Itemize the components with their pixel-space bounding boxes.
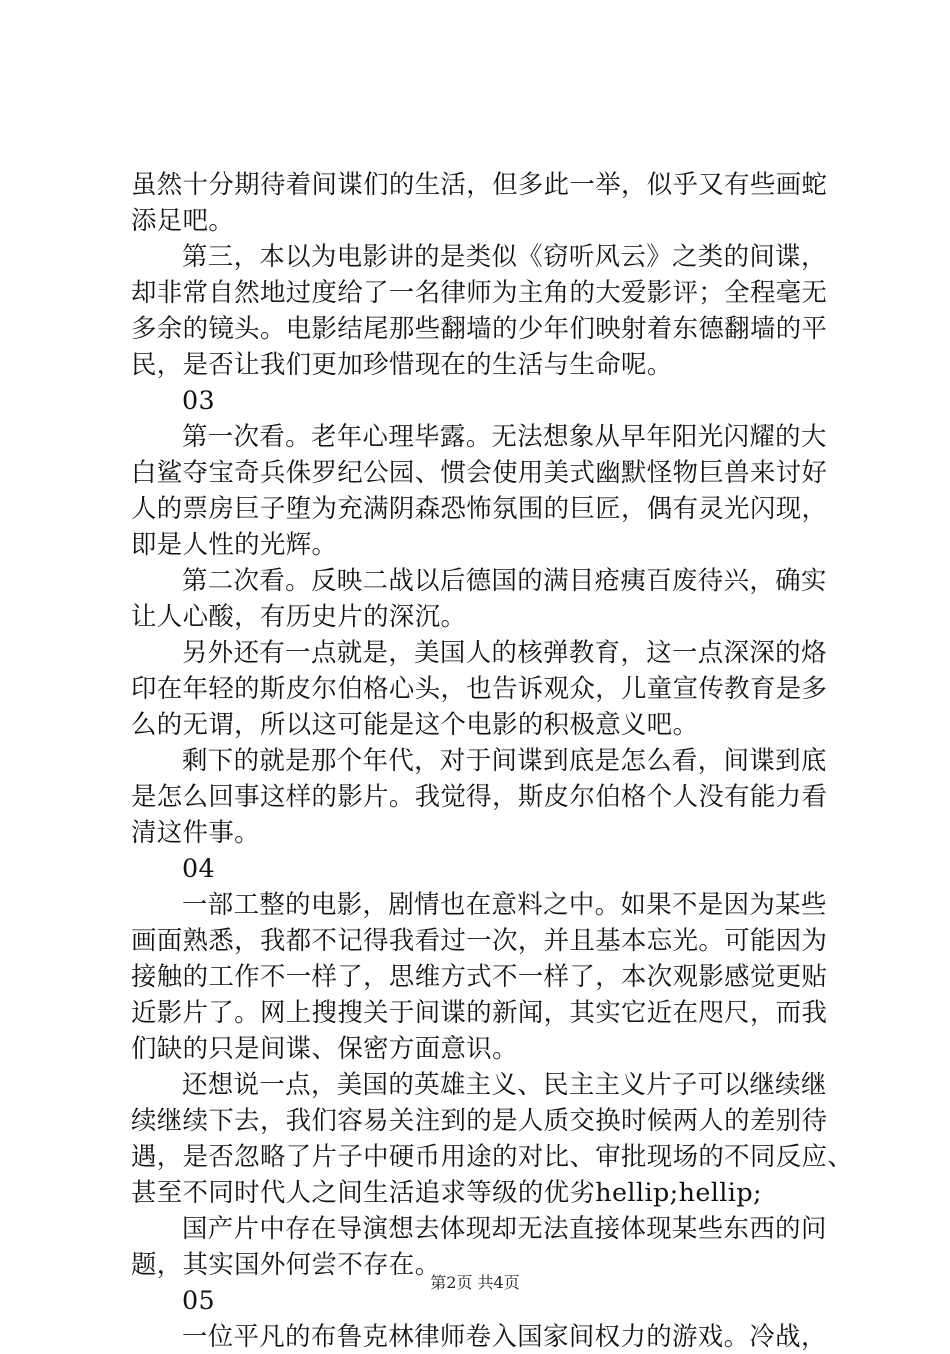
text-line: 画面熟悉，我都不记得我看过一次，并且基本忘光。可能因为: [131, 925, 828, 955]
text-line: 清这件事。: [131, 817, 260, 847]
text-line: 剩下的就是那个年代，对于间谍到底是怎么看，间谍到底: [182, 745, 827, 775]
text-line: 近影片了。网上搜搜关于间谍的新闻，其实它近在咫尺，而我: [131, 997, 828, 1027]
text-line: 续继续下去，我们容易关注到的是人质交换时候两人的差别待: [131, 1105, 828, 1135]
text-line: 第三，本以为电影讲的是类似《窃听风云》之类的间谍，: [182, 241, 827, 271]
text-line: 即是人性的光辉。: [131, 529, 338, 559]
page-footer: 第2页 共4页: [430, 1273, 520, 1292]
text-line: 让人心酸，有历史片的深沉。: [131, 601, 467, 631]
text-line: 添足吧。: [131, 205, 235, 235]
text-line: 第二次看。反映二战以后德国的满目疮痍百废待兴，确实: [182, 565, 827, 595]
document-body: [131, 166, 854, 1354]
text-line: 虽然十分期待着间谍们的生活，但多此一举，似乎又有些画蛇: [131, 169, 828, 199]
text-line: 印在年轻的斯皮尔伯格心头，也告诉观众，儿童宣传教育是多: [131, 673, 828, 703]
text-line: 接触的工作不一样了，思维方式不一样了，本次观影感觉更贴: [131, 961, 828, 991]
text-line: 03: [182, 385, 216, 415]
text-line: 是怎么回事这样的影片。我觉得，斯皮尔伯格个人没有能力看: [131, 781, 828, 811]
text-line: 遇，是否忽略了片子中硬币用途的对比、审批现场的不同反应、: [131, 1141, 854, 1171]
text-line: 人的票房巨子堕为充满阴森恐怖氛围的巨匠，偶有灵光闪现，: [131, 493, 828, 523]
text-line: 甚至不同时代人之间生活追求等级的优劣hellip;hellip;: [131, 1177, 762, 1207]
text-line: 04: [182, 853, 216, 883]
text-line: 第一次看。老年心理毕露。无法想象从早年阳光闪耀的大: [182, 421, 827, 451]
text-line: 还想说一点，美国的英雄主义、民主主义片子可以继续继: [182, 1069, 827, 1099]
text-line: 题，其实国外何尝不存在。: [131, 1249, 441, 1279]
text-line: 多余的镜头。电影结尾那些翻墙的少年们映射着东德翻墙的平: [131, 313, 828, 343]
text-line: 们缺的只是间谍、保密方面意识。: [131, 1033, 518, 1063]
text-line: 国产片中存在导演想去体现却无法直接体现某些东西的问: [182, 1213, 827, 1243]
text-line: 白鲨夺宝奇兵侏罗纪公园、惯会使用美式幽默怪物巨兽来讨好: [131, 457, 828, 487]
text-line: 一部工整的电影，剧情也在意料之中。如果不是因为某些: [182, 889, 827, 919]
text-line: 一位平凡的布鲁克林律师卷入国家间权力的游戏。冷战，: [182, 1321, 827, 1351]
text-line: 么的无谓，所以这可能是这个电影的积极意义吧。: [131, 709, 699, 739]
text-line: 05: [182, 1285, 216, 1315]
text-line: 另外还有一点就是，美国人的核弹教育，这一点深深的烙: [182, 637, 827, 667]
text-line: 民，是否让我们更加珍惜现在的生活与生命呢。: [131, 349, 673, 379]
text-line: 却非常自然地过度给了一名律师为主角的大爱影评；全程毫无: [131, 277, 828, 307]
